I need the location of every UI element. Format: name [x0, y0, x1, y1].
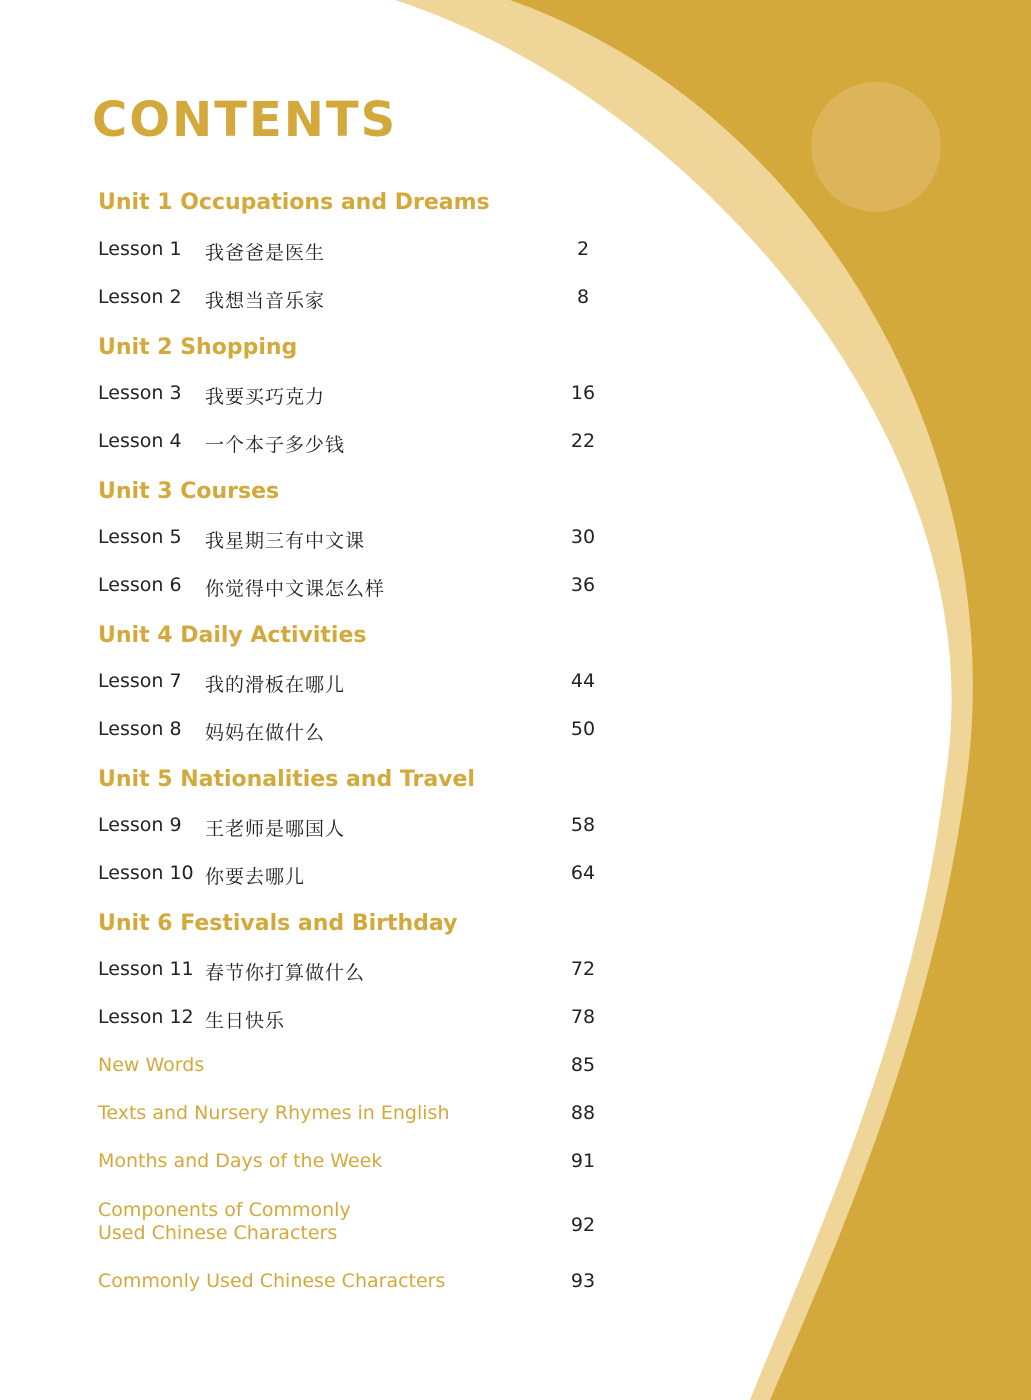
unit-heading-3: Unit 3 Courses	[98, 479, 280, 504]
unit-heading-2: Unit 2 Shopping	[98, 335, 298, 360]
page-number: 93	[570, 1270, 596, 1292]
toc-row-lesson-6[interactable]	[0, 574, 620, 604]
lesson-title: 王老师是哪国人	[205, 818, 346, 840]
lesson-number: Lesson 4	[98, 430, 182, 452]
appendix-title-line: Components of Commonly	[98, 1199, 351, 1221]
toc-row-lesson-12[interactable]	[0, 1006, 620, 1036]
lesson-number: Lesson 8	[98, 718, 182, 740]
page-number: 2	[576, 238, 590, 260]
appendix-title	[98, 1054, 204, 1077]
page-number: 85	[570, 1054, 596, 1076]
unit-heading-5: Unit 5 Nationalities and Travel	[98, 767, 475, 792]
page-number: 22	[570, 430, 596, 452]
lesson-title: 我想当音乐家	[205, 290, 326, 312]
appendix-title	[98, 1199, 351, 1245]
toc-row-lesson-3[interactable]	[0, 382, 620, 412]
lesson-title: 你要去哪儿	[205, 866, 306, 888]
lesson-number: Lesson 9	[98, 814, 182, 836]
page-number: 50	[570, 718, 596, 740]
toc-row-new-words[interactable]	[0, 1054, 620, 1084]
toc-row-lesson-1[interactable]	[0, 238, 620, 268]
lesson-title: 妈妈在做什么	[205, 722, 326, 744]
toc-row-months-days[interactable]	[0, 1150, 620, 1180]
toc-row-lesson-11[interactable]	[0, 958, 620, 988]
lesson-number: Lesson 11	[98, 958, 194, 980]
toc-row-lesson-9[interactable]	[0, 814, 620, 844]
toc-row-lesson-7[interactable]	[0, 670, 620, 700]
page-number: 16	[570, 382, 596, 404]
page-number: 8	[576, 286, 590, 308]
page-number: 36	[570, 574, 596, 596]
lesson-title: 我要买巧克力	[205, 386, 326, 408]
lesson-title: 我星期三有中文课	[205, 530, 366, 552]
page-number: 92	[570, 1214, 596, 1236]
lesson-number: Lesson 2	[98, 286, 182, 308]
lesson-number: Lesson 5	[98, 526, 182, 548]
appendix-title-line: New Words	[98, 1054, 205, 1076]
page-number: 44	[570, 670, 596, 692]
toc-row-components[interactable]	[0, 1199, 620, 1249]
appendix-title-line: Commonly Used Chinese Characters	[98, 1270, 446, 1292]
lesson-number: Lesson 10	[98, 862, 194, 884]
appendix-title-line: Texts and Nursery Rhymes in English	[98, 1102, 450, 1124]
unit-heading-6: Unit 6 Festivals and Birthday	[98, 911, 458, 936]
unit-heading-4: Unit 4 Daily Activities	[98, 623, 367, 648]
lesson-number: Lesson 12	[98, 1006, 194, 1028]
lesson-title: 春节你打算做什么	[205, 962, 366, 984]
page-number: 64	[570, 862, 596, 884]
toc-row-common-characters[interactable]	[0, 1270, 620, 1300]
page-number: 72	[570, 958, 596, 980]
lesson-number: Lesson 7	[98, 670, 182, 692]
lesson-number: Lesson 3	[98, 382, 182, 404]
page-number: 30	[570, 526, 596, 548]
page-number: 88	[570, 1102, 596, 1124]
lesson-title: 我爸爸是医生	[205, 242, 326, 264]
toc-row-lesson-5[interactable]	[0, 526, 620, 556]
page-number: 91	[570, 1150, 596, 1172]
appendix-title	[98, 1150, 382, 1173]
lesson-title: 我的滑板在哪儿	[205, 674, 346, 696]
toc-row-texts-rhymes[interactable]	[0, 1102, 620, 1132]
toc-row-lesson-4[interactable]	[0, 430, 620, 460]
toc-row-lesson-8[interactable]	[0, 718, 620, 748]
appendix-title-line: Used Chinese Characters	[98, 1222, 338, 1244]
appendix-title-line: Months and Days of the Week	[98, 1150, 383, 1172]
toc-row-lesson-10[interactable]	[0, 862, 620, 892]
page-number: 78	[570, 1006, 596, 1028]
page-title: CONTENTS	[92, 92, 398, 148]
unit-heading-1: Unit 1 Occupations and Dreams	[98, 190, 490, 215]
lesson-number: Lesson 1	[98, 238, 182, 260]
page-number: 58	[570, 814, 596, 836]
lesson-title: 你觉得中文课怎么样	[205, 578, 386, 600]
lesson-title: 生日快乐	[205, 1010, 286, 1032]
toc-row-lesson-2[interactable]	[0, 286, 620, 316]
lesson-number: Lesson 6	[98, 574, 182, 596]
appendix-title	[98, 1270, 445, 1293]
lesson-title: 一个本子多少钱	[205, 434, 346, 456]
appendix-title	[98, 1102, 450, 1125]
